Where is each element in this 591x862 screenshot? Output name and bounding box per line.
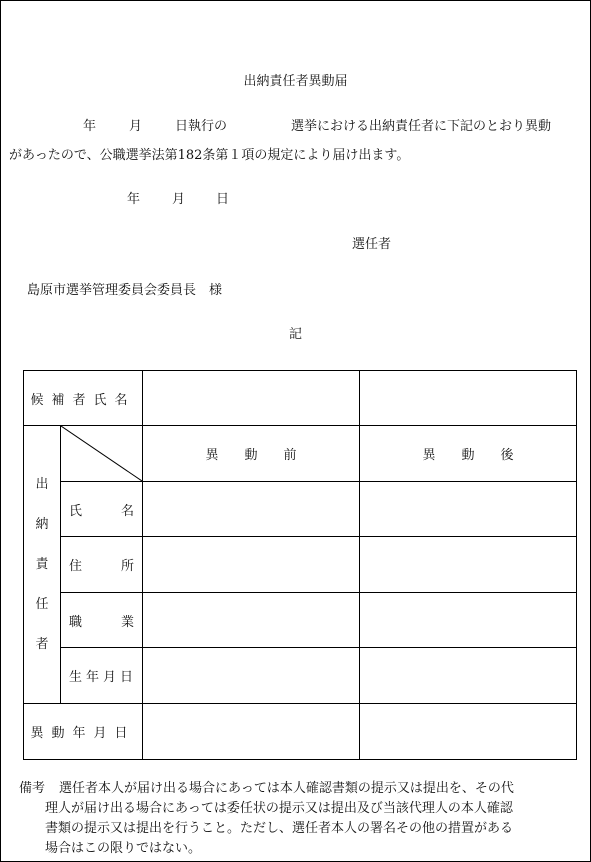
diagonal-line — [61, 426, 142, 481]
remarks-line: 書類の提示又は提出を行うこと。ただし、選任者本人の署名その他の措置がある — [45, 821, 514, 836]
intro-line1-rest: 選挙における出納責任者に下記のとおり異動 — [291, 119, 552, 134]
birthdate-label: 生年月日 — [61, 648, 143, 704]
intro-month: 月 — [129, 119, 143, 134]
intro-year: 年 — [83, 119, 97, 134]
birthdate-before-cell[interactable] — [143, 648, 360, 704]
intro-line2: があったので、公職選挙法第182条第１項の規定により届け出ます。 — [9, 148, 410, 163]
table-row — [24, 482, 577, 537]
remarks-head: 備考 — [19, 781, 46, 796]
candidate-name-before-cell[interactable] — [143, 371, 360, 426]
change-date-before-cell[interactable] — [143, 704, 360, 760]
before-header: 異 動 前 — [143, 426, 360, 482]
appointer-label: 選任者 — [352, 237, 392, 252]
intro-day-exec: 日執行の — [175, 119, 228, 134]
remarks — [19, 779, 579, 859]
change-date-label: 異動年月日 — [24, 704, 143, 760]
address-after-cell[interactable] — [360, 537, 577, 593]
change-date-after-cell[interactable] — [360, 704, 577, 760]
ki-mark: 記 — [289, 327, 303, 342]
table-row — [24, 426, 577, 482]
occupation-after-cell[interactable] — [360, 593, 577, 648]
treasurer-side-label: 出 納 責 任 者 — [24, 426, 61, 704]
table-row — [24, 371, 577, 426]
candidate-name-label: 候補者氏名 — [24, 371, 143, 426]
occupation-label: 職 業 — [61, 593, 143, 648]
candidate-name-after-cell[interactable] — [360, 371, 577, 426]
birthdate-after-cell[interactable] — [360, 648, 577, 704]
remarks-line: 選任者本人が届け出る場合にあっては本人確認書類の提示又は提出を、その代 — [59, 781, 514, 796]
remarks-line: 場合はこの限りではない。 — [45, 841, 202, 856]
name-label: 氏 名 — [61, 482, 143, 537]
remarks-line: 理人が届け出る場合にあっては委任状の提示又は提出及び当該代理人の本人確認 — [45, 801, 513, 816]
occupation-before-cell[interactable] — [143, 593, 360, 648]
document-title: 出納責任者異動届 — [243, 74, 348, 89]
table-row — [24, 537, 577, 593]
table-row — [24, 704, 577, 760]
addressee: 島原市選挙管理委員会委員長 様 — [27, 283, 223, 298]
name-after-cell[interactable] — [360, 482, 577, 537]
change-table — [23, 370, 577, 760]
table-row — [24, 648, 577, 704]
address-before-cell[interactable] — [143, 537, 360, 593]
table-row — [24, 593, 577, 648]
address-label: 住 所 — [61, 537, 143, 593]
after-header: 異 動 後 — [360, 426, 577, 482]
date-year: 年 — [127, 192, 141, 207]
name-before-cell[interactable] — [143, 482, 360, 537]
diagonal-header-cell — [61, 426, 143, 482]
date-month: 月 — [172, 192, 186, 207]
date-day: 日 — [216, 192, 230, 207]
